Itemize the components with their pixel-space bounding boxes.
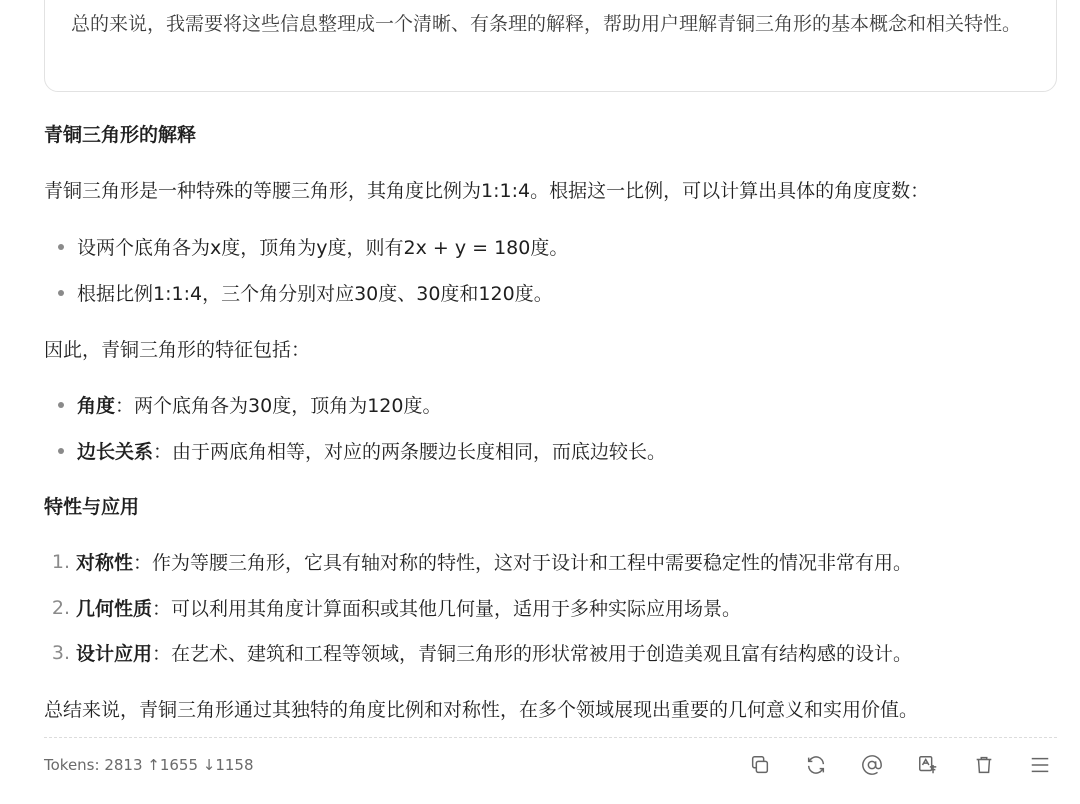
list-item-label: 角度 (77, 395, 116, 417)
token-count: Tokens: 2813 ↑1655 ↓1158 (44, 756, 254, 774)
list-item (44, 233, 568, 260)
features-intro: 因此，青铜三角形的特征包括： (44, 339, 311, 361)
regenerate-icon (805, 754, 827, 776)
list-number: 1. (51, 550, 70, 573)
list-item-text: 根据比例1:1:4，三个角分别对应30度、30度和120度。 (77, 283, 553, 305)
list-item (44, 594, 741, 621)
list-item-text: ：作为等腰三角形，它具有轴对称的特性，这对于设计和工程中需要稳定性的情况非常有用。 (133, 552, 913, 574)
list-item-label: 几何性质 (76, 598, 153, 620)
bullet-icon (58, 448, 64, 454)
intro-paragraph: 青铜三角形是一种特殊的等腰三角形，其角度比例为1:1:4。根据这一比例，可以计算出具体的角度度数： (44, 180, 930, 202)
regenerate-button[interactable] (799, 751, 833, 779)
list-item (44, 437, 666, 464)
list-item-text: ：两个底角各为30度，顶角为120度。 (115, 395, 442, 417)
list-item (44, 639, 912, 666)
thinking-text: 总的来说，我需要将这些信息整理成一个清晰、有条理的解释，帮助用户理解青铜三角形的基本概念和相关特性。 (71, 13, 1022, 35)
mention-icon (861, 754, 883, 776)
list-number: 3. (51, 641, 70, 664)
message-actions (743, 751, 1057, 779)
section-heading-applications: 特性与应用 (44, 496, 140, 518)
list-item (44, 279, 553, 306)
trash-icon (973, 754, 995, 776)
conclusion-paragraph: 总结来说，青铜三角形通过其独特的角度比例和对称性，在多个领域展现出重要的几何意义和实用价值。 (44, 699, 919, 721)
list-item-label: 边长关系 (77, 441, 154, 463)
list-item-text: 设两个底角各为x度，顶角为y度，则有2x + y = 180度。 (77, 237, 569, 259)
list-item-text: ：在艺术、建筑和工程等领域，青铜三角形的形状常被用于创造美观且富有结构感的设计。 (152, 643, 913, 665)
translate-icon (917, 754, 939, 776)
list-item-text: ：由于两底角相等，对应的两条腰边长度相同，而底边较长。 (153, 441, 667, 463)
delete-button[interactable] (967, 751, 1001, 779)
message-footer (44, 737, 1057, 794)
list-item-label: 设计应用 (76, 643, 153, 665)
section-heading-explanation: 青铜三角形的解释 (44, 124, 197, 146)
list-item-text: ：可以利用其角度计算面积或其他几何量，适用于多种实际应用场景。 (152, 598, 742, 620)
copy-button[interactable] (743, 751, 777, 779)
copy-icon (749, 754, 771, 776)
menu-icon (1029, 754, 1051, 776)
list-item (44, 391, 441, 418)
list-number: 2. (51, 596, 70, 619)
bullet-icon (58, 290, 64, 296)
translate-button[interactable] (911, 751, 945, 779)
bullet-icon (58, 402, 64, 408)
list-item-label: 对称性 (76, 552, 134, 574)
mention-button[interactable] (855, 751, 889, 779)
list-item (44, 548, 912, 575)
menu-button[interactable] (1023, 751, 1057, 779)
bullet-icon (58, 244, 64, 250)
thinking-panel (44, 0, 1057, 92)
